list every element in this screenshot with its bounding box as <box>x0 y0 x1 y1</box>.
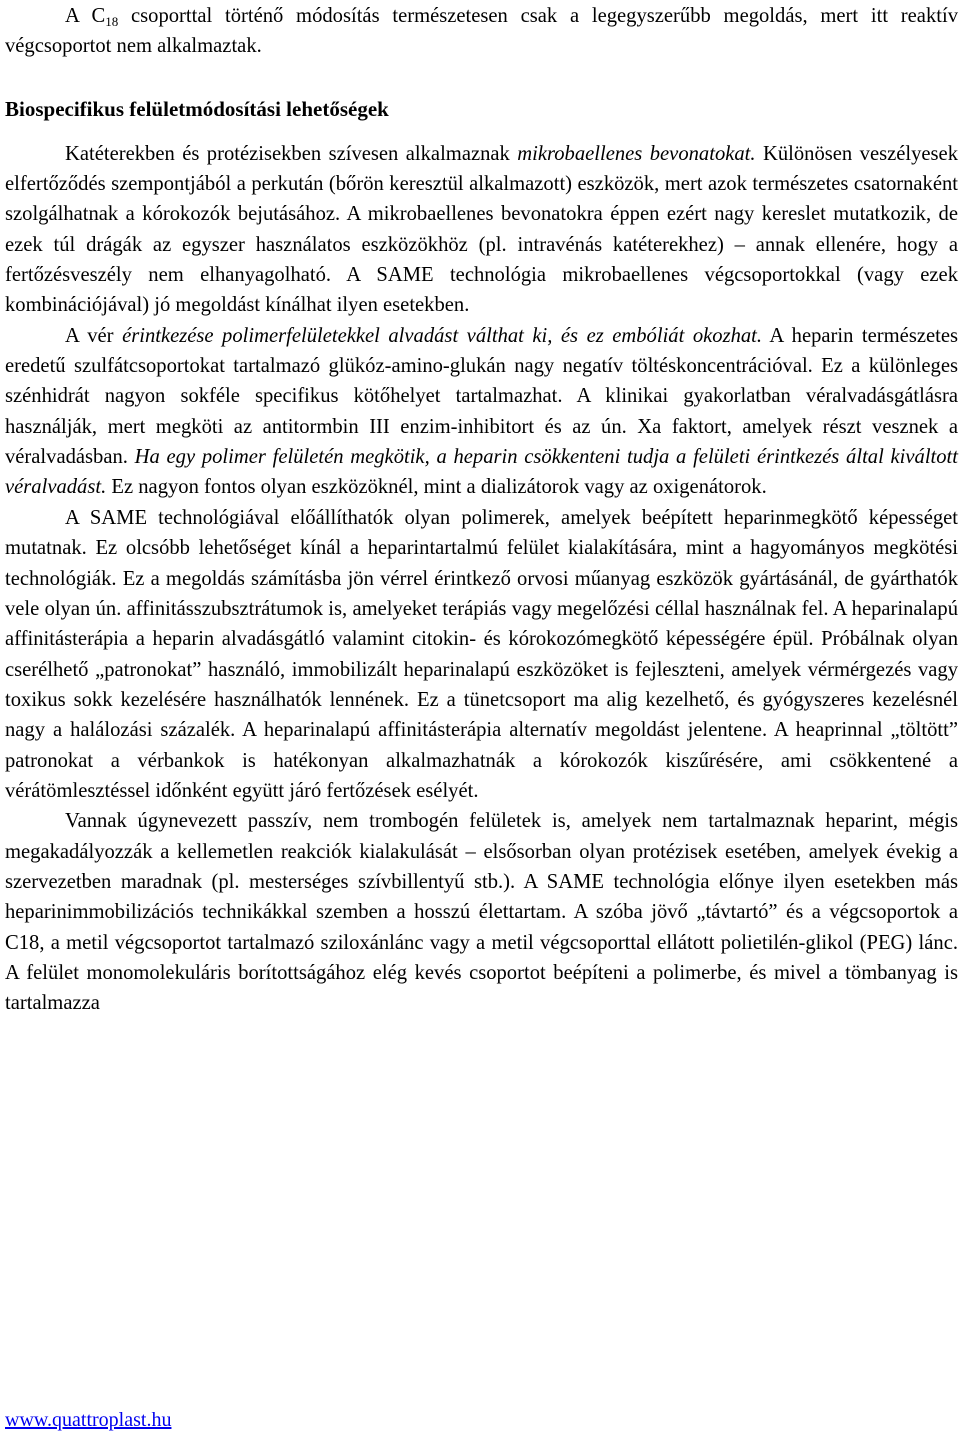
section-heading: Biospecifikus felületmódosítási lehetőségek <box>5 96 389 121</box>
paragraph-2-italic-a: érintkezése polimerfelületekkel alvadást válthat ki, és ez embóliát okozhat. <box>122 324 763 347</box>
intro-subscript: 18 <box>105 14 119 29</box>
paragraph-4: Vannak úgynevezett passzív, nem trombogén felületek is, amelyek nem tartalmaznak heparint, mégis megakadályozzák a kellemetlen reakciók kialakulását – elsősorban olyan protézisek esetében, amelyek évekig a szervezetben maradnak (pl. mesterséges szívbillentyű stb.). A SAME technológia előnye ilyen esetekben más heparinimmobilizációs technikákkal szemben a hosszú élettartam. A szóba jövő „távtartó” és a végcsoportok a C18, a metil végcsoportot tartalmazó sziloxánlánc vagy a metil végcsoporttal ellátott polietilén-glikol (PEG) lánc. A felület monomolekuláris borítottságához elég kevés csoportot beépíteni a polimerbe, és mivel a tömbanyag is tartalmazza <box>5 810 958 1015</box>
paragraph-2 <box>5 321 958 503</box>
paragraph-2-italic-b: Ha egy polimer felületén megkötik, a heparin csökkenteni tudja a felületi érintkezés által kiváltott véralvadást. <box>5 446 959 499</box>
intro-paragraph <box>5 1 958 62</box>
intro-prefix: A C <box>65 5 106 27</box>
paragraph-2-b: A heparin természetes eredetű szulfátcsoportokat tartalmazó glükóz-amino-glukán nagy negatív töltéskoncentrációval. Ez a különleges szénhidrát nagyon sokféle specifikus kötőhelyet tartalmazhat. A klinikai gyakorlatban véralvadásgátlásra használják, mert megköti az antitormbin III enzim-inhibitort és az ún. Xa faktort, amelyek részt vesznek a véralvadásban. <box>5 324 958 469</box>
paragraph-1-italic: mikrobaellenes bevonatokat. <box>517 142 756 165</box>
paragraph-2-c: Ez nagyon fontos olyan eszközöknél, mint a dializátorok vagy az oxigenátorok. <box>106 476 767 499</box>
document-page <box>5 0 958 1019</box>
paragraph-1-b: Különösen veszélyesek elfertőződés szempontjából a perkután (bőrön keresztül alkalmazott) eszközök, mert azok természetes csatornaként szolgálhatnak a kórokozók bejutásához. A mikrobaellenes bevonatokra éppen ezért nagy kereslet mutatkozik, de ezek túl drágák az egyszer használatos eszközökhöz (pl. intravénás katéterekhez) – annak ellenére, hogy a fertőzésveszély nem elhanyagolható. A SAME technológia mikrobaellenes végcsoportokkal (vagy ezek kombinációjával) jó megoldást kínálhat ilyen esetekben. <box>5 142 958 317</box>
footer-website-link[interactable]: www.quattroplast.hu <box>5 1409 172 1431</box>
paragraph-1 <box>5 139 958 321</box>
paragraph-1-a: Katéterekben és protézisekben szívesen alkalmaznak <box>65 142 518 165</box>
intro-rest: csoporttal történő módosítás természetesen csak a legegyszerűbb megoldás, mert itt reaktív végcsoportot nem alkalmaztak. <box>5 5 958 58</box>
paragraph-3: A SAME technológiával előállíthatók olyan polimerek, amelyek beépített heparinmegkötő képességet mutatnak. Ez olcsóbb lehetőséget kínál a heparintartalmú felület kialakítására, mint a hagyományos megkötési technológiák. Ez a megoldás számításba jön vérrel érintkező orvosi műanyag eszközök gyártásánál, de gyárthatók vele olyan ún. affinitásszubsztrátumok is, amelyeket terápiás vagy megelőzési céllal használnak fel. A heparinalapú affinitásterápia a heparin alvadásgátló valamint citokin- és kórokozómegkötő képességére épül. Próbálnak olyan cserélhető „patronokat” használó, immobilizált heparinalapú eszközöket is fejleszteni, amelyek vérmérgezés vagy toxikus sokk kezelésére használhatók lennének. Ez a tünetcsoport ma alig kezelhető, és gyógyszeres kezelésnél nagy a halálozási százalék. A heparinalapú affinitásterápia alternatív megoldást jelentene. A heaprinnal „töltött” patronokat a vérbankok is hatékonyan alkalmazhatnák a kórokozók kiszűrésére, ami csökkentené a vérátömlesztéssel időnként együtt járó fertőzések esélyét. <box>5 506 958 802</box>
paragraph-2-a: A vér <box>65 324 123 347</box>
footer <box>5 1408 171 1432</box>
